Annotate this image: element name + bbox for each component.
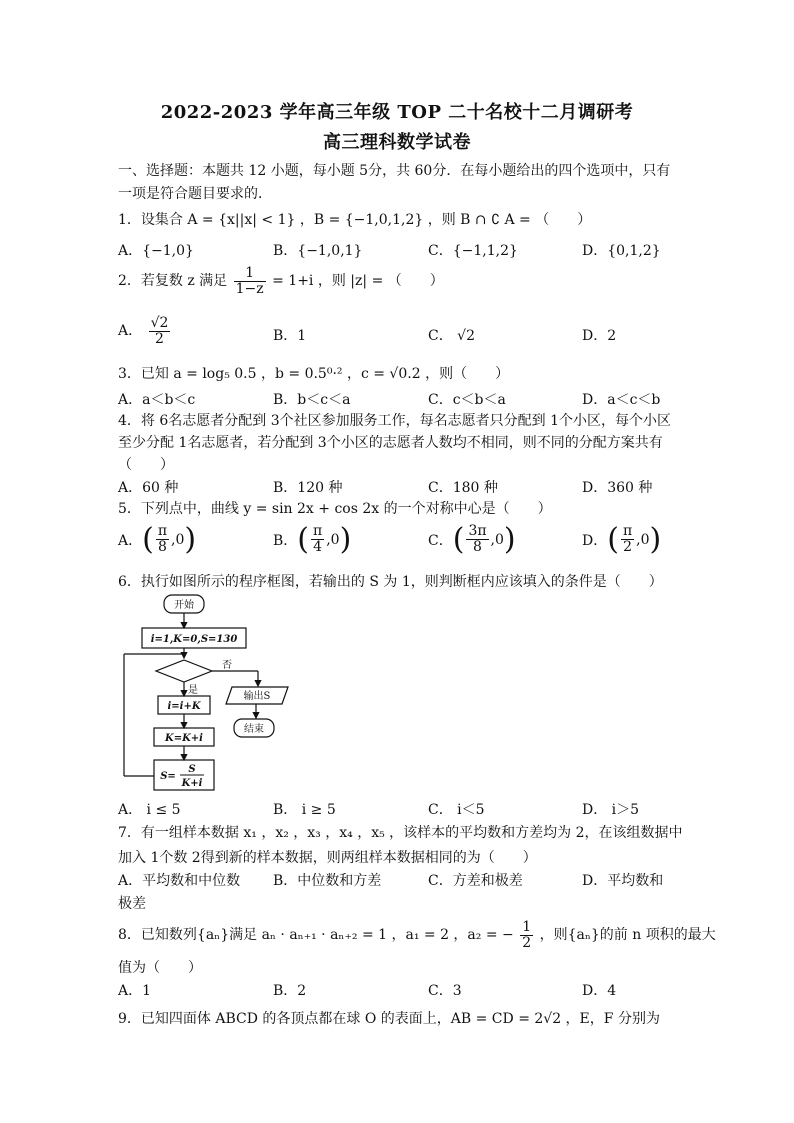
question-8-line2: 值为（ ）: [118, 960, 202, 976]
flow-step3-den: K+i: [181, 778, 203, 789]
q5-a-den: 8: [157, 539, 167, 555]
flow-start-label: 开始: [174, 600, 194, 611]
q4-option-c: C．180 种: [428, 480, 498, 496]
q7-option-c: C．方差和极差: [428, 873, 523, 889]
q7-option-a: A．平均数和中位数: [118, 873, 241, 889]
question-4-line1: 4．将 6名志愿者分配到 3个社区参加服务工作，每名志愿者只分配到 1个小区，每个小区: [118, 413, 671, 429]
q8-post: ，则{aₙ}的前 n 项积的最大: [539, 927, 716, 944]
q2-frac-num: 1: [234, 266, 266, 282]
q5-c-den: 8: [473, 539, 482, 555]
q2-frac-den: 1−z: [235, 280, 264, 297]
q8-frac-den: 2: [522, 934, 532, 951]
q5-c-frac: [466, 524, 488, 554]
flow-step1-label: i=i+K: [167, 701, 201, 712]
q6-option-b: B． i ≥ 5: [273, 802, 336, 818]
q6-option-a: A． i ≤ 5: [118, 802, 181, 818]
q5-a-num: π: [157, 523, 168, 540]
q2-a-num: √2: [150, 315, 169, 331]
q7-option-b: B．中位数和方差: [273, 873, 382, 889]
q1-option-d: D．{0,1,2}: [582, 243, 661, 259]
q5-option-a: A． ( $\frac{\pi}{8}$ ,0 ): [118, 522, 197, 557]
page-subtitle: 高三理科数学试卷: [323, 132, 471, 153]
q5-b-tail: ,0: [326, 531, 340, 548]
q1-option-c: C．{−1,1,2}: [428, 243, 518, 259]
q2-post: = 1+i ，则 |z| = （ ）: [272, 273, 444, 290]
question-3-stem: 3．已知 a = log₅ 0.5 ，b = 0.5⁰·² ，c = √0.2 ，则（ ）: [118, 366, 510, 382]
q8-frac-num: 1: [522, 919, 532, 935]
q8-fraction: [520, 920, 533, 950]
question-7-line2: 加入 1个数 2得到新的样本数据，则两组样本数据相同的为（ ）: [118, 850, 537, 866]
q2-pre: 2．若复数 z 满足: [118, 273, 228, 290]
flow-decision-node: [156, 660, 212, 682]
q5-d-den: 2: [623, 539, 633, 555]
q2-a-label: A．: [118, 323, 143, 340]
q3-option-c: C．c＜b＜a: [428, 392, 506, 408]
q2-option-b: B．1: [273, 328, 307, 344]
q5-a-label: A．: [118, 532, 143, 549]
q2-a-fraction: [149, 316, 171, 346]
program-flowchart: [118, 590, 318, 800]
q2-fraction: [234, 266, 266, 296]
q3-option-d: D．a＜c＜b: [582, 392, 661, 408]
flow-step3-num: S: [188, 764, 196, 775]
question-4-line2: 至少分配 1名志愿者，若分配到 3个小区的志愿者人数均不相同，则不同的分配方案共有: [118, 435, 663, 451]
q6-option-d: D． i＞5: [582, 802, 640, 818]
q7-option-d: D．平均数和: [582, 873, 664, 889]
q2-option-a: [118, 316, 172, 346]
flow-step3-lhs: S=: [160, 771, 176, 782]
question-6-stem: 6．执行如图所示的程序框图，若输出的 S 为 1，则判断框内应该填入的条件是（ ）: [118, 574, 663, 590]
q5-option-b: B． ( $\frac{\pi}{4}$ ,0 ): [273, 522, 352, 557]
q2-option-d: D．2: [582, 328, 617, 344]
question-8-stem: [118, 919, 716, 951]
flow-init-label: i=1,K=0,S=130: [150, 634, 238, 645]
q5-b-label: B．: [273, 532, 298, 549]
q5-option-d: D． ( $\frac{\pi}{2}$ ,0 ): [582, 522, 662, 557]
q5-c-tail: ,0: [490, 531, 504, 548]
q8-pre: 8．已知数列{aₙ}满足 aₙ · aₙ₊₁ · aₙ₊₂ = 1 ，a₁ = 2 ，a₂ = −: [118, 927, 514, 944]
q5-c-label: C．: [428, 532, 453, 549]
q5-d-label: D．: [582, 532, 608, 549]
q5-d-num: π: [622, 523, 633, 540]
q3-option-b: B．b＜c＜a: [273, 392, 351, 408]
q5-d-tail: ,0: [636, 531, 650, 548]
q5-a-tail: ,0: [171, 531, 185, 548]
question-5-stem: 5．下列点中，曲线 y = sin 2x + cos 2x 的一个对称中心是（ ）: [118, 501, 552, 517]
question-9-stem: 9．已知四面体 ABCD 的各顶点都在球 O 的表面上，AB = CD = 2√2 ，E，F 分别为: [118, 1011, 660, 1027]
q1-option-b: B．{−1,0,1}: [273, 243, 363, 259]
q5-d-frac: [621, 524, 634, 554]
q5-b-den: 4: [313, 539, 323, 555]
q8-option-a: A．1: [118, 983, 152, 999]
flow-step2-label: K=K+i: [165, 733, 203, 744]
q1-option-a: A．{−1,0}: [118, 243, 194, 259]
section-instructions: 一、选择题：本题共 12 小题，每小题 5分，共 60分．在每小题给出的四个选项中，只有: [118, 163, 671, 179]
section-instructions-cont: 一项是符合题目要求的．: [118, 186, 272, 202]
q4-option-b: B．120 种: [273, 480, 343, 496]
q4-option-d: D．360 种: [582, 480, 653, 496]
q5-c-num: 3π: [468, 523, 487, 540]
q6-option-c: C． i＜5: [428, 802, 485, 818]
q2-a-den: 2: [155, 330, 164, 347]
q7-option-d-cont: 极差: [118, 896, 146, 912]
flow-output-label: 输出S: [243, 691, 271, 702]
page-title: 2022-2023 学年高三年级 TOP 二十名校十二月调研考: [160, 102, 634, 123]
q5-a-frac: [156, 524, 169, 554]
q5-option-c: C． ( $\frac{3\pi}{8}$ ,0 ): [428, 522, 516, 557]
flow-end-label: 结束: [244, 724, 264, 735]
question-2-stem: [118, 266, 678, 296]
q8-option-b: B．2: [273, 983, 307, 999]
q3-option-a: A．a＜b＜c: [118, 392, 196, 408]
question-1-stem: 1．设集合 A = {x||x| < 1} ，B = {−1,0,1,2} ，则 B ∩ ∁ A = （ ）: [118, 212, 592, 228]
q5-b-num: π: [313, 523, 323, 540]
q4-option-a: A．60 种: [118, 480, 179, 496]
flow-no-label: 否: [222, 660, 232, 671]
q2-option-c: C． √2: [428, 328, 475, 344]
q8-option-c: C．3: [428, 983, 462, 999]
q5-b-frac: [311, 524, 324, 554]
q8-option-d: D．4: [582, 983, 617, 999]
question-7-line1: 7．有一组样本数据 x₁ ，x₂ ，x₃ ，x₄ ，x₅ ，该样本的平均数和方差均为 2，在该组数据中: [118, 825, 683, 841]
flow-yes-label: 是: [188, 685, 198, 696]
question-4-line3: （ ）: [118, 457, 174, 473]
